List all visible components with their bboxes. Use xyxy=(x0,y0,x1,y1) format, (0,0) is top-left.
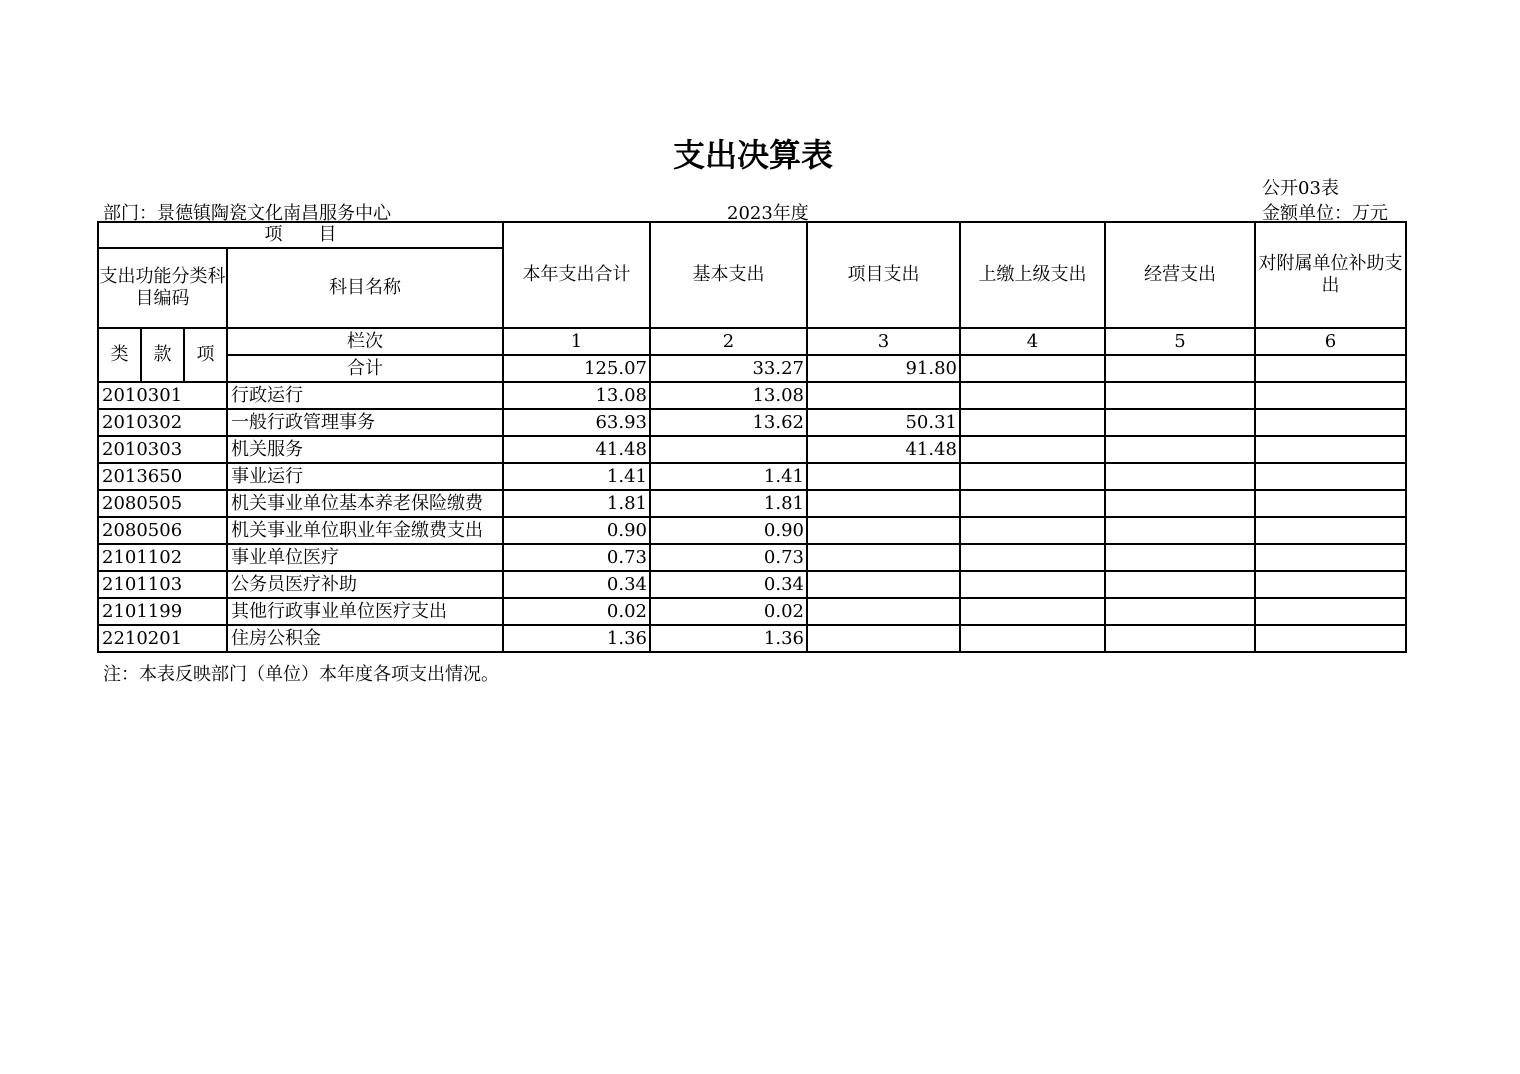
column-number: 2 xyxy=(650,328,807,355)
amount-cell: 0.90 xyxy=(650,517,807,544)
amount-cell xyxy=(960,409,1105,436)
header-col-remit: 上缴上级支出 xyxy=(960,222,1105,328)
total-value xyxy=(1255,355,1406,382)
table-row xyxy=(98,517,1406,544)
amount-cell xyxy=(807,382,960,409)
amount-cell xyxy=(1105,571,1255,598)
total-value xyxy=(1105,355,1255,382)
amount-cell xyxy=(1105,544,1255,571)
amount-cell xyxy=(807,463,960,490)
amount-cell: 13.08 xyxy=(650,382,807,409)
subject-code: 2101199 xyxy=(98,598,227,625)
amount-cell xyxy=(1255,490,1406,517)
amount-cell: 0.73 xyxy=(650,544,807,571)
amount-cell xyxy=(1105,517,1255,544)
amount-cell xyxy=(1255,382,1406,409)
amount-cell xyxy=(1255,544,1406,571)
amount-cell: 0.02 xyxy=(650,598,807,625)
subject-name: 事业单位医疗 xyxy=(227,544,503,571)
column-number: 4 xyxy=(960,328,1105,355)
subject-name: 机关事业单位职业年金缴费支出 xyxy=(227,517,503,544)
column-number: 3 xyxy=(807,328,960,355)
subject-code: 2080505 xyxy=(98,490,227,517)
amount-cell xyxy=(807,571,960,598)
amount-cell xyxy=(1105,382,1255,409)
amount-cell xyxy=(960,598,1105,625)
department-label: 部门：景德镇陶瓷文化南昌服务中心 xyxy=(103,203,391,224)
table-row xyxy=(98,625,1406,652)
amount-cell: 0.34 xyxy=(650,571,807,598)
total-label: 合计 xyxy=(227,355,503,382)
header-code-group: 支出功能分类科目编码 xyxy=(98,248,227,328)
header-xiang: 项 xyxy=(184,328,227,382)
amount-cell xyxy=(807,490,960,517)
amount-unit: 金额单位：万元 xyxy=(1262,203,1388,224)
amount-cell xyxy=(807,625,960,652)
table-row xyxy=(98,382,1406,409)
amount-cell xyxy=(1105,409,1255,436)
amount-cell: 13.62 xyxy=(650,409,807,436)
table-row xyxy=(98,409,1406,436)
total-value xyxy=(960,355,1105,382)
amount-cell: 0.02 xyxy=(503,598,650,625)
subject-name: 机关事业单位基本养老保险缴费 xyxy=(227,490,503,517)
amount-cell: 41.48 xyxy=(807,436,960,463)
table-row xyxy=(98,598,1406,625)
header-item: 项 目 xyxy=(98,222,503,248)
subject-name: 一般行政管理事务 xyxy=(227,409,503,436)
subject-code: 2010302 xyxy=(98,409,227,436)
amount-cell xyxy=(1255,571,1406,598)
header-kuan: 款 xyxy=(141,328,184,382)
subject-name: 住房公积金 xyxy=(227,625,503,652)
amount-cell: 0.73 xyxy=(503,544,650,571)
amount-cell xyxy=(960,625,1105,652)
amount-cell xyxy=(1105,490,1255,517)
amount-cell xyxy=(807,598,960,625)
total-value: 91.80 xyxy=(807,355,960,382)
amount-cell: 63.93 xyxy=(503,409,650,436)
amount-cell: 1.81 xyxy=(503,490,650,517)
amount-cell: 50.31 xyxy=(807,409,960,436)
amount-cell xyxy=(960,544,1105,571)
total-value: 125.07 xyxy=(503,355,650,382)
table-row xyxy=(98,436,1406,463)
expenditure-table xyxy=(97,221,1407,653)
header-col-subsidy: 对附属单位补助支出 xyxy=(1255,222,1406,328)
amount-cell: 1.41 xyxy=(650,463,807,490)
amount-cell xyxy=(960,463,1105,490)
amount-cell xyxy=(960,490,1105,517)
subject-code: 2010303 xyxy=(98,436,227,463)
amount-cell xyxy=(960,571,1105,598)
column-number: 1 xyxy=(503,328,650,355)
amount-cell xyxy=(1255,625,1406,652)
subject-code: 2101103 xyxy=(98,571,227,598)
amount-cell xyxy=(1105,625,1255,652)
amount-cell: 13.08 xyxy=(503,382,650,409)
subject-name: 其他行政事业单位医疗支出 xyxy=(227,598,503,625)
amount-cell: 0.90 xyxy=(503,517,650,544)
amount-cell xyxy=(1255,517,1406,544)
table-row xyxy=(98,544,1406,571)
table-row xyxy=(98,571,1406,598)
column-number: 6 xyxy=(1255,328,1406,355)
header-col-basic: 基本支出 xyxy=(650,222,807,328)
amount-cell xyxy=(1255,463,1406,490)
header-col-project: 项目支出 xyxy=(807,222,960,328)
header-subject-name: 科目名称 xyxy=(227,248,503,328)
amount-cell xyxy=(807,517,960,544)
header-lei: 类 xyxy=(98,328,141,382)
total-value: 33.27 xyxy=(650,355,807,382)
table-number: 公开03表 xyxy=(1262,178,1339,199)
header-col-label: 栏次 xyxy=(227,328,503,355)
amount-cell xyxy=(1105,436,1255,463)
amount-cell: 1.81 xyxy=(650,490,807,517)
amount-cell: 41.48 xyxy=(503,436,650,463)
subject-name: 事业运行 xyxy=(227,463,503,490)
subject-code: 2010301 xyxy=(98,382,227,409)
header-col-total: 本年支出合计 xyxy=(503,222,650,328)
amount-cell xyxy=(1255,598,1406,625)
amount-cell: 0.34 xyxy=(503,571,650,598)
amount-cell xyxy=(1105,463,1255,490)
amount-cell xyxy=(960,436,1105,463)
amount-cell xyxy=(1255,409,1406,436)
table-row xyxy=(98,490,1406,517)
header-col-operating: 经营支出 xyxy=(1105,222,1255,328)
subject-name: 行政运行 xyxy=(227,382,503,409)
subject-name: 机关服务 xyxy=(227,436,503,463)
footnote: 注：本表反映部门（单位）本年度各项支出情况。 xyxy=(103,664,499,685)
subject-code: 2101102 xyxy=(98,544,227,571)
amount-cell: 1.41 xyxy=(503,463,650,490)
table-row xyxy=(98,463,1406,490)
column-number: 5 xyxy=(1105,328,1255,355)
amount-cell xyxy=(1105,598,1255,625)
subject-code: 2080506 xyxy=(98,517,227,544)
subject-code: 2210201 xyxy=(98,625,227,652)
amount-cell xyxy=(960,382,1105,409)
amount-cell xyxy=(1255,436,1406,463)
subject-code: 2013650 xyxy=(98,463,227,490)
amount-cell xyxy=(807,544,960,571)
amount-cell xyxy=(960,517,1105,544)
amount-cell: 1.36 xyxy=(503,625,650,652)
subject-name: 公务员医疗补助 xyxy=(227,571,503,598)
amount-cell xyxy=(650,436,807,463)
fiscal-year: 2023年度 xyxy=(727,203,809,224)
amount-cell: 1.36 xyxy=(650,625,807,652)
page-title: 支出决算表 xyxy=(672,136,833,174)
